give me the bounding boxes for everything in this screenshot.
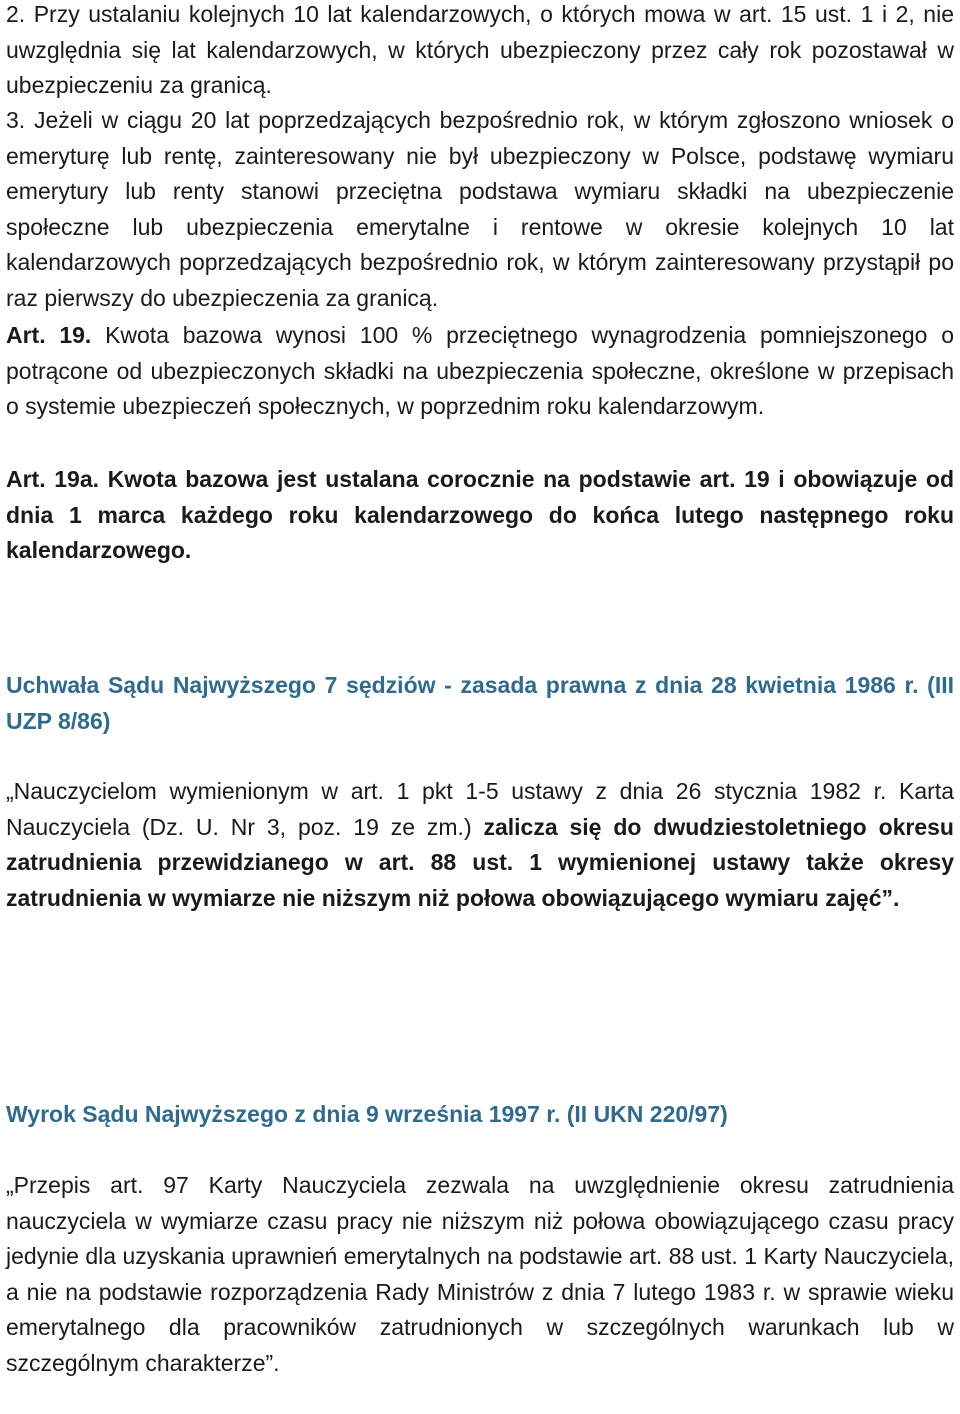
art19-text: Kwota bazowa wynosi 100 % przeciętnego wynagrodzenia pomniejszonego o potrącone od ubezpieczonych składki na ubezpieczenia społeczne, określone w przepisach o systemie ubezpieczeń społecznych, w poprzednim roku kalendarzowym.	[6, 322, 954, 420]
heading-uchwala-sn: Uchwała Sądu Najwyższego 7 sędziów - zasada prawna z dnia 28 kwietnia 1986 r. (III UZP 8/86)	[6, 672, 954, 734]
paragraph-art19	[6, 318, 954, 425]
heading-wyrok-sn: Wyrok Sądu Najwyższego z dnia 9 września 1997 r. (II UKN 220/97)	[6, 1101, 728, 1127]
quote-wyrok: „Przepis art. 97 Karty Nauczyciela zezwala na uwzględnienie okresu zatrudnienia nauczyciela w wymiarze czasu pracy nie niższym niż połowa obowiązującego czasu pracy jedynie dla uzyskania uprawnień emerytalnych na podstawie art. 88 ust. 1 Karty Nauczyciela, a nie na podstawie rozporządzenia Rady Ministrów z dnia 7 lutego 1983 r. w sprawie wieku emerytalnego dla pracowników zatrudnionych w szczególnych warunkach lub w szczególnym charakterze”.	[6, 1172, 954, 1376]
paragraph-art19a: Art. 19a. Kwota bazowa jest ustalana corocznie na podstawie art. 19 i obowiązuje od dnia 1 marca każdego roku kalendarzowego do końca lutego następnego roku kalendarzowego.	[6, 466, 954, 564]
paragraph-art15-ust2: 2. Przy ustalaniu kolejnych 10 lat kalendarzowych, o których mowa w art. 15 ust. 1 i 2, nie uwzględnia się lat kalendarzowych, w których ubezpieczony przez cały rok pozostawał w ubezpieczeniu za granicą.	[6, 1, 954, 99]
quote-uchwala	[6, 774, 954, 916]
art19-label: Art. 19.	[6, 322, 92, 348]
quote-uchwala-bold: zalicza się do dwudziestoletniego okresu zatrudnienia przewidzianego w art. 88 ust. 1 wymienionej ustawy także okresy zatrudnienia w wymiarze nie niższym niż połowa obowiązującego wymiaru zajęć”.	[6, 813, 954, 911]
quote-uchwala-plain: „Nauczycielom wymienionym w art. 1 pkt 1-5 ustawy z dnia 26 stycznia 1982 r. Karta Nauczyciela (Dz. U. Nr 3, poz. 19 ze zm.)	[6, 778, 954, 840]
paragraph-art15-ust3: 3. Jeżeli w ciągu 20 lat poprzedzających bezpośrednio rok, w którym zgłoszono wniosek o emeryturę lub rentę, zainteresowany nie był ubezpieczony w Polsce, podstawę wymiaru emerytury lub renty stanowi przeciętna podstawa wymiaru składki na ubezpieczenie społeczne lub ubezpieczenia emerytalne i rentowe w okresie kolejnych 10 lat kalendarzowych poprzedzających bezpośrednio rok, w którym zainteresowany przystąpił po raz pierwszy do ubezpieczenia za granicą.	[6, 107, 954, 311]
